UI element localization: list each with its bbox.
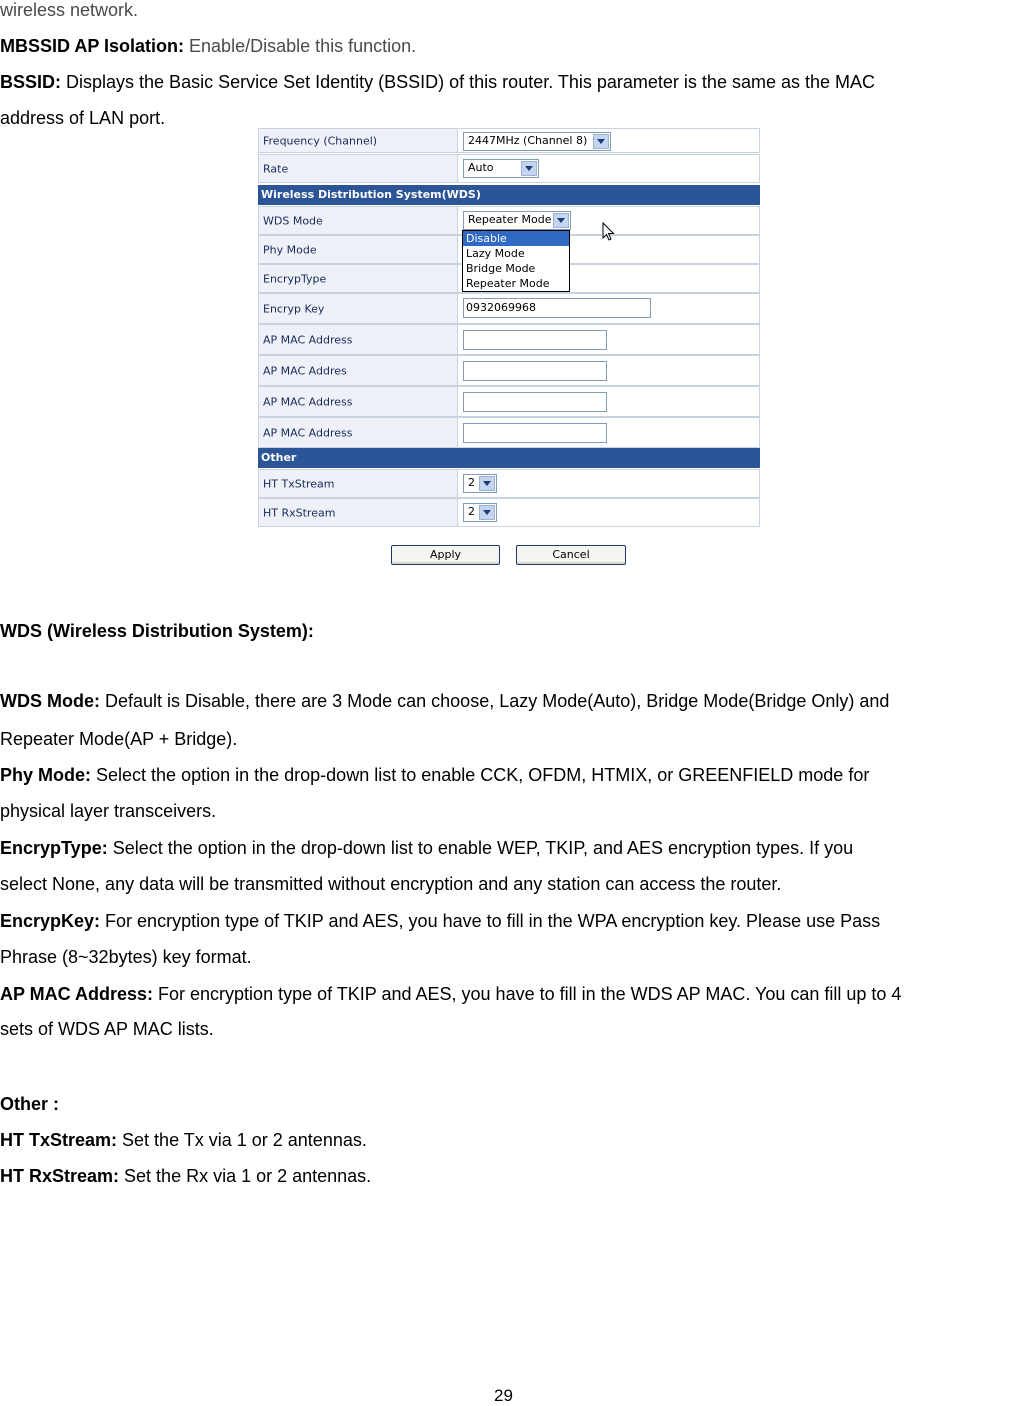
router-settings-screenshot [258,134,760,561]
other-heading: Other : [0,1094,60,1114]
encryp-key-paragraph [0,911,880,931]
encryp-type-desc: Select the option in the drop-down list to enable WEP, TKIP, and AES encryption types. If you [107,838,854,858]
ap-mac-label: AP MAC Address [263,426,353,439]
rate-label: Rate [263,162,289,175]
wds-mode-desc: Default is Disable, there are 3 Mode can choose, Lazy Mode(Auto), Bridge Mode(Bridge Only) and [99,691,890,711]
wds-mode-select[interactable]: Repeater Mode [463,211,571,230]
mbssid-paragraph [0,36,416,56]
bssid-paragraph-cont: address of LAN port. [0,108,166,128]
phy-mode-paragraph-cont: physical layer transceivers. [0,801,217,821]
encryp-key-paragraph-cont: Phrase (8~32bytes) key format. [0,947,252,967]
wds-section-header: Wireless Distribution System(WDS) [258,185,760,205]
wds-mode-paragraph-cont: Repeater Mode(AP + Bridge). [0,729,238,749]
ht-txstream-row [258,469,760,498]
wds-mode-label: WDS Mode [263,214,323,227]
ap-mac-row [258,386,760,417]
encryp-key-desc: For encryption type of TKIP and AES, you have to fill in the WPA encryption key. Please use Pass [100,911,881,931]
mbssid-label: MBSSID AP Isolation: [0,36,185,56]
cancel-button[interactable]: Cancel [516,545,626,565]
rate-select[interactable]: Auto [463,159,539,178]
frequency-select[interactable]: 2447MHz (Channel 8) [463,132,611,151]
ap-mac-label: AP MAC Address [263,395,353,408]
ap-mac-label: AP MAC Address [263,333,353,346]
encryp-type-paragraph [0,838,853,858]
ap-mac-paragraph-cont: sets of WDS AP MAC lists. [0,1019,214,1039]
chevron-down-icon [593,134,609,149]
bssid-text: Displays the Basic Service Set Identity (BSSID) of this router. This parameter is the same as the MAC [61,72,876,92]
mouse-cursor-icon [602,222,616,242]
phy-mode-desc: Select the option in the drop-down list to enable CCK, OFDM, HTMIX, or GREENFIELD mode for [91,765,870,785]
ap-mac-paragraph [0,984,901,1004]
encryp-key-row [258,293,760,324]
bssid-paragraph [0,72,875,92]
ht-rxstream-row [258,498,760,527]
ap-mac-label: AP MAC Addres [263,364,347,377]
chevron-down-icon [553,213,569,228]
ap-mac-term: AP MAC Address: [0,984,154,1004]
wds-mode-paragraph [0,691,889,711]
other-section-header: Other [258,448,760,468]
ht-rxstream-desc: Set the Rx via 1 or 2 antennas. [119,1166,372,1186]
dropdown-option[interactable]: Disable [463,231,569,246]
frequency-label: Frequency (Channel) [263,134,378,147]
ht-rxstream-term: HT RxStream: [0,1166,120,1186]
ht-txstream-desc: Set the Tx via 1 or 2 antennas. [117,1130,367,1150]
ht-rxstream-paragraph [0,1166,371,1186]
bssid-label: BSSID: [0,72,62,92]
ap-mac-desc: For encryption type of TKIP and AES, you have to fill in the WDS AP MAC. You can fill up to 4 [153,984,902,1004]
ap-mac-input[interactable] [463,423,607,443]
chevron-down-icon [521,161,537,176]
encryp-key-input[interactable]: 0932069968 [463,298,651,318]
chevron-down-icon [479,476,495,491]
ap-mac-row [258,355,760,386]
dropdown-option[interactable]: Bridge Mode [466,262,536,275]
dropdown-option[interactable]: Repeater Mode [466,277,550,290]
ht-txstream-label: HT TxStream [263,477,335,490]
encryp-type-paragraph-cont: select None, any data will be transmitted without encryption and any station can access the router. [0,874,782,894]
wds-mode-dropdown-list [462,230,570,292]
frequency-row [258,128,760,153]
encryp-type-label: EncrypType [263,272,327,285]
ht-txstream-term: HT TxStream: [0,1130,118,1150]
dropdown-option[interactable]: Lazy Mode [466,247,525,260]
encryp-key-label: Encryp Key [263,302,325,315]
ap-mac-row [258,417,760,448]
rate-row [258,154,760,183]
encryp-type-term: EncrypType: [0,838,108,858]
wds-heading: WDS (Wireless Distribution System): [0,621,314,641]
phy-mode-paragraph [0,765,869,785]
ap-mac-input[interactable] [463,361,607,381]
chevron-down-icon [479,505,495,520]
ht-rxstream-label: HT RxStream [263,506,336,519]
ap-mac-input[interactable] [463,330,607,350]
ap-mac-input[interactable] [463,392,607,412]
page-number: 29 [494,1386,513,1405]
phy-mode-term: Phy Mode: [0,765,92,785]
ht-txstream-select[interactable]: 2 [463,474,497,493]
mbssid-text: Enable/Disable this function. [184,36,417,56]
phy-mode-label: Phy Mode [263,243,317,256]
apply-button[interactable]: Apply [391,545,500,565]
encryp-key-term: EncrypKey: [0,911,101,931]
ap-mac-row [258,324,760,355]
intro-line: wireless network. [0,0,139,20]
wds-mode-term: WDS Mode: [0,691,100,711]
ht-rxstream-select[interactable]: 2 [463,503,497,522]
ht-txstream-paragraph [0,1130,367,1150]
